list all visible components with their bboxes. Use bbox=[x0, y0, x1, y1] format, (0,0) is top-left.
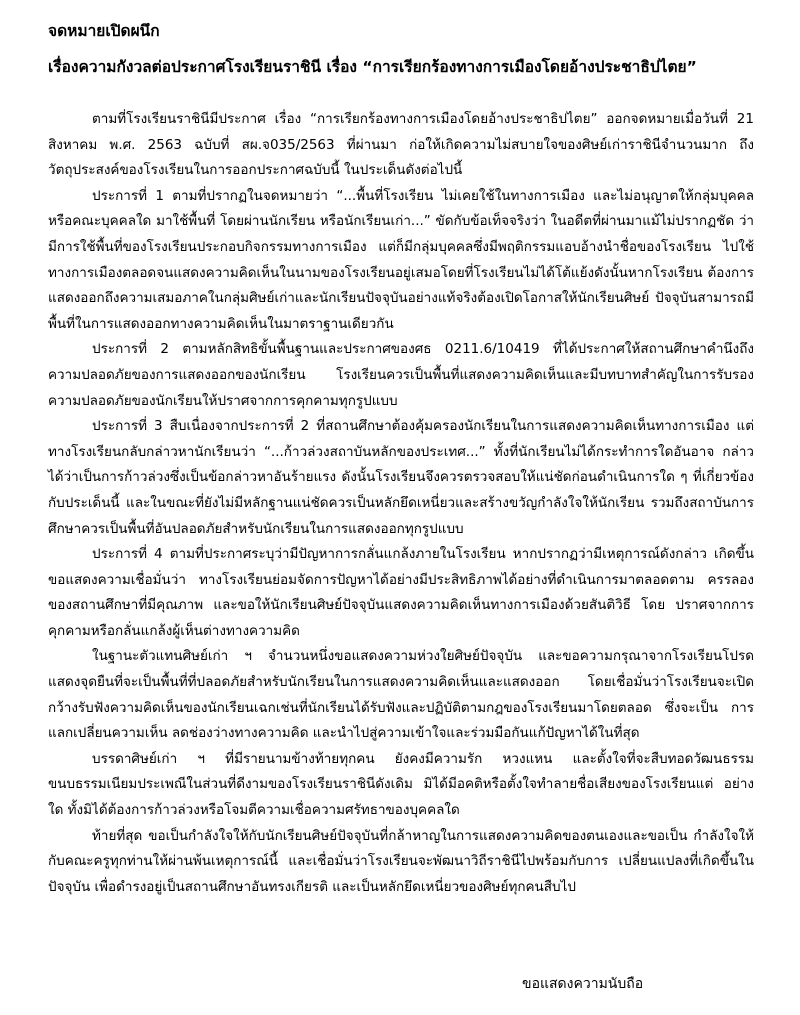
alumni-paragraph: บรรดาศิษย์เก่า ฯ ที่มีรายนามข้างท้ายทุกคน ยังคงมีความรัก หวงแหน และตั้งใจที่จะสืบทอดวัฒนธรรม ขนบธรรมเนียมประเพณีในส่วนที่ดีงามของโรงเรียนราชินีดังเดิม มิได้มีอคติหรือตั้งใจทำลายชื่อเสียงของโรงเรียนแต่ อย่างใด ทั้งมิได้ต้องการก้าวล่วงหรือโจมตีความเชื่อความศรัทธาของบุคคลใด bbox=[48, 750, 754, 819]
representative-paragraph: ในฐานะตัวแทนศิษย์เก่า ฯ จำนวนหนึ่งขอแสดงความห่วงใยศิษย์ปัจจุบัน และขอความกรุณาจากโรงเรียนโปรด แสดงจุดยืนที่จะเป็นพื้นที่ที่ปลอดภัยสำหรับนักเรียนในการแสดงความคิดเห็นและแสดงออก โดยเชื่อมั่นว่าโรงเรียนจะเปิด กว้างรับฟังความคิดเห็นของนักเรียนเฉกเช่นที่นักเรียนได้รับฟังและปฏิบัติตามกฎของโรงเรียนมาโดยตลอด ซึ่งจะเป็น การแลกเปลี่ยนความเห็น ลดช่องว่างทางความคิด และนำไปสู่ความเข้าใจและร่วมมือกันแก้ปัญหาได้ในที่สุด bbox=[48, 648, 754, 742]
point-3-paragraph: ประการที่ 3 สืบเนื่องจากประการที่ 2 ที่สถานศึกษาต้องคุ้มครองนักเรียนในการแสดงความคิดเห็นทางการเมือง แต่ทางโรงเรียนกลับกล่าวหานักเรียนว่า “...ก้าวล่วงสถาบันหลักของประเทศ...” ทั้งที่นักเรียนไม่ได้กระทำการใดอันอาจ กล่าวได้ว่าเป็นการก้าวล่วงซึ่งเป็นข้อกล่าวหาอันร้ายแรง ดังนั้นโรงเรียนจึงควรตรวจสอบให้แน่ชัดก่อนดำเนินการใด ๆ ที่เกี่ยวข้องกับประเด็นนี้ และในขณะที่ยังไม่มีหลักฐานแน่ชัดควรเป็นหลักยึดเหนี่ยวและสร้างขวัญกำลังใจให้นักเรียน รวมถึงสถาบันการศึกษาควรเป็นพื้นที่อันปลอดภัยสำหรับนักเรียนในการแสดงออกทุกรูปแบบ bbox=[48, 418, 754, 537]
closing-salutation: ขอแสดงความนับถือ bbox=[522, 976, 644, 992]
point-1-paragraph: ประการที่ 1 ตามที่ปรากฏในจดหมายว่า “...พื้นที่โรงเรียน ไม่เคยใช้ในทางการเมือง และไม่อนุญาตให้กลุ่มบุคคล หรือคณะบุคคลใด มาใช้พื้นที่ โดยผ่านนักเรียน หรือนักเรียนเก่า...” ขัดกับข้อเท็จจริงว่า ในอดีตที่ผ่านมาแม้ไม่ปรากฏชัด ว่ามีการใช้พื้นที่ของโรงเรียนประกอบกิจกรรมทางการเมือง แต่ก็มีกลุ่มบุคคลซึ่งมีพฤติกรรมแอบอ้างนำชื่อของโรงเรียน ไปใช้ทางการเมืองตลอดจนแสดงความคิดเห็นในนามของโรงเรียนอยู่เสมอโดยที่โรงเรียนไม่ได้โต้แย้งดังนั้นหากโรงเรียน ต้องการแสดงออกถึงความเสมอภาคในกลุ่มศิษย์เก่าและนักเรียนปัจจุบันอย่างแท้จริงต้องเปิดโอกาสให้นักเรียนศิษย์ ปัจจุบันสามารถมีพื้นที่ในการแสดงออกทางความคิดเห็นในมาตราฐานเดียวกัน bbox=[48, 187, 754, 332]
letter-title: จดหมายเปิดผนึก bbox=[48, 22, 160, 40]
letter-subject: เรื่องความกังวลต่อประกาศโรงเรียนราชินี เรื่อง “การเรียกร้องทางการเมืองโดยอ้างประชาธิปไตย” bbox=[48, 58, 697, 76]
intro-paragraph: ตามที่โรงเรียนราชินีมีประกาศ เรื่อง “การเรียกร้องทางการเมืองโดยอ้างประชาธิปไตย” ออกจดหมายเมื่อวันที่ 21 สิงหาคม พ.ศ. 2563 ฉบับที่ สผ.จ035/2563 ที่ผ่านมา ก่อให้เกิดความไม่สบายใจของศิษย์เก่าราชินีจำนวนมาก ถึงวัตถุประสงค์ของโรงเรียนในการออกประกาศฉบับนี้ ในประเด็นดังต่อไปนี้ bbox=[48, 111, 754, 179]
point-2-paragraph: ประการที่ 2 ตามหลักสิทธิขั้นพื้นฐานและประกาศของศธ 0211.6/10419 ที่ได้ประกาศให้สถานศึกษาคำนึงถึง ความปลอดภัยของการแสดงออกของนักเรียน โรงเรียนควรเป็นพื้นที่แสดงความคิดเห็นและมีบทบาทสำคัญในการรับรอง ความปลอดภัยของนักเรียนให้ปราศจากการคุกคามทุกรูปแบบ bbox=[48, 341, 754, 409]
letter-body bbox=[48, 107, 754, 900]
point-4-paragraph: ประการที่ 4 ตามที่ประกาศระบุว่ามีปัญหาการกลั่นแกล้งภายในโรงเรียน หากปรากฏว่ามีเหตุการณ์ดังกล่าว เกิดขึ้น ขอแสดงความเชื่อมั่นว่า ทางโรงเรียนย่อมจัดการปัญหาได้อย่างมีประสิทธิภาพได้อย่างที่ดำเนินการมาตลอดตาม ครรลองของสถานศึกษาที่มีคุณภาพ และขอให้นักเรียนศิษย์ปัจจุบันแสดงความคิดเห็นทางการเมืองด้วยสันติวิธี โดย ปราศจากการคุกคามหรือกลั่นแกล้งผู้เห็นต่างทางความคิด bbox=[48, 546, 754, 639]
final-paragraph: ท้ายที่สุด ขอเป็นกำลังใจให้กับนักเรียนศิษย์ปัจจุบันที่กล้าหาญในการแสดงความคิดของตนเองและขอเป็น กำลังใจให้กับคณะครูทุกท่านให้ผ่านพ้นเหตุการณ์นี้ และเชื่อมั่นว่าโรงเรียนจะพัฒนาวิถีราชินีไปพร้อมกับการ เปลี่ยนแปลงที่เกิดขึ้นในปัจจุบัน เพื่อดำรงอยู่เป็นสถานศึกษาอันทรงเกียรติ และเป็นหลักยึดเหนี่ยวของศิษย์ทุกคนสืบไป bbox=[48, 827, 754, 895]
